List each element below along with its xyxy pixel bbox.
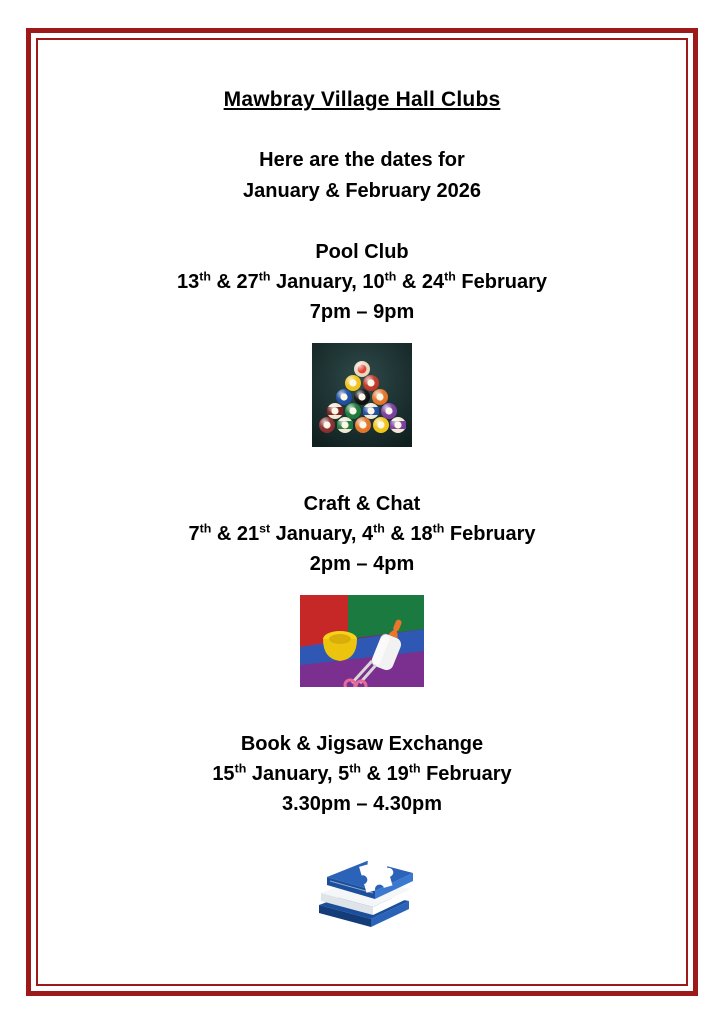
date-number: 18 — [410, 523, 433, 545]
club-name: Pool Club — [315, 241, 409, 263]
club-dates — [56, 519, 668, 549]
date-sep: & — [210, 271, 237, 293]
intro-text — [56, 145, 668, 207]
date-number: 21 — [236, 523, 260, 545]
date-suffix: th — [258, 269, 271, 284]
page-title: Mawbray Village Hall Clubs — [223, 88, 501, 111]
books-jigsaw-piece-illustration — [297, 835, 427, 935]
date-sep: & — [396, 271, 422, 293]
craft-supplies-photo — [300, 595, 424, 687]
club-block-craft — [56, 489, 668, 687]
club-block-book — [56, 729, 668, 935]
date-suffix: th — [199, 521, 212, 536]
club-dates — [56, 267, 668, 297]
date-number: 19 — [386, 763, 409, 785]
club-name: Craft & Chat — [303, 493, 421, 515]
date-month: January, — [246, 763, 339, 785]
date-suffix: th — [444, 269, 456, 284]
club-block-pool — [56, 237, 668, 447]
date-number: 24 — [421, 271, 445, 293]
date-month: January, — [270, 523, 363, 545]
club-time: 3.30pm – 4.30pm — [281, 793, 443, 815]
date-month: February — [444, 523, 536, 545]
date-suffix: th — [199, 269, 211, 284]
date-number: 5 — [338, 763, 350, 785]
date-suffix: th — [234, 761, 247, 776]
date-number: 27 — [236, 271, 259, 293]
date-month: January, — [270, 271, 363, 293]
date-suffix: th — [349, 761, 361, 776]
date-suffix: th — [408, 761, 421, 776]
date-month: February — [420, 763, 512, 785]
date-month: February — [455, 271, 547, 293]
intro-line-2: January & February 2026 — [243, 180, 481, 202]
date-suffix: st — [259, 521, 271, 536]
date-number: 7 — [188, 523, 200, 545]
date-number: 15 — [212, 763, 235, 785]
intro-line-1: Here are the dates for — [259, 149, 465, 171]
date-sep: & — [211, 523, 237, 545]
date-suffix: th — [373, 521, 385, 536]
date-suffix: th — [384, 269, 397, 284]
date-sep: & — [361, 763, 387, 785]
club-dates — [56, 759, 668, 789]
date-number: 4 — [362, 523, 374, 545]
club-time: 2pm – 4pm — [309, 553, 415, 575]
date-suffix: th — [432, 521, 445, 536]
club-name: Book & Jigsaw Exchange — [240, 733, 484, 755]
date-number: 13 — [177, 271, 200, 293]
date-number: 10 — [362, 271, 385, 293]
poster-content — [56, 58, 668, 966]
date-sep: & — [384, 523, 411, 545]
pool-balls-rack-photo — [312, 343, 412, 447]
club-time: 7pm – 9pm — [309, 301, 415, 323]
